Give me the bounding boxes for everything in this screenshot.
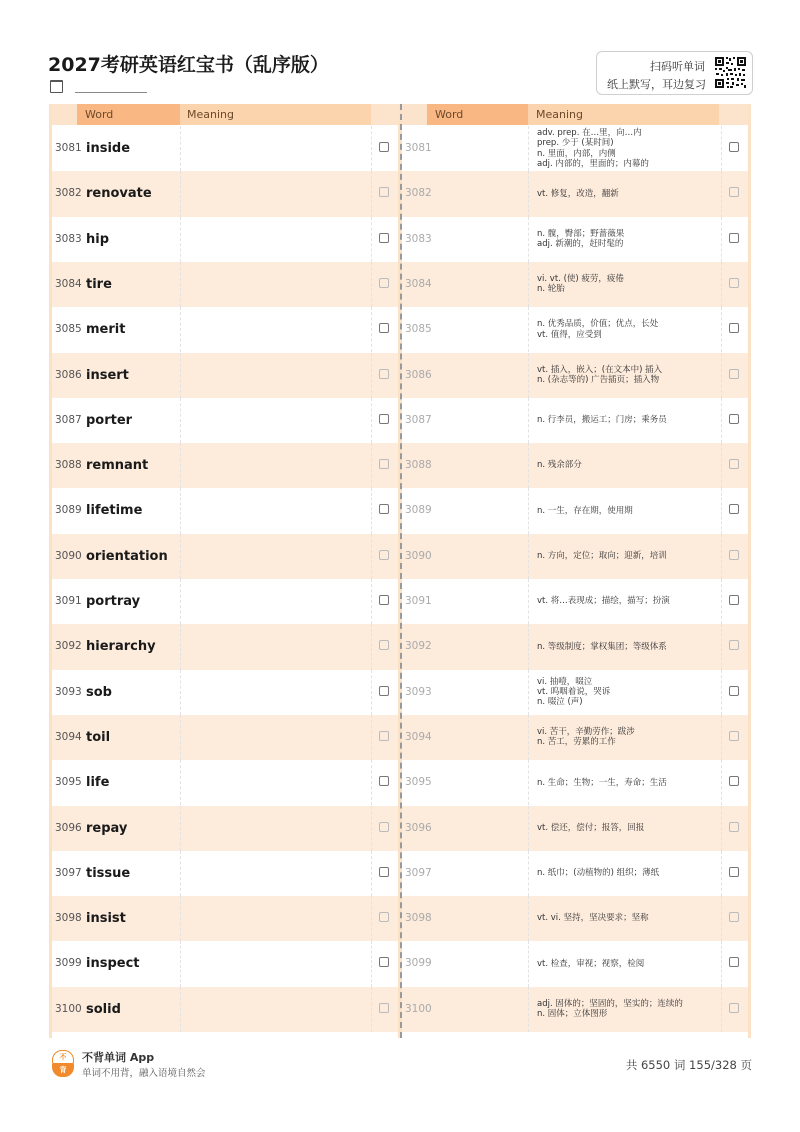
column-separator <box>528 126 529 171</box>
column-header-word: Word <box>427 104 528 125</box>
column-separator <box>528 398 529 443</box>
entry-number: 3095 <box>405 776 432 789</box>
qr-code-icon[interactable] <box>714 56 747 89</box>
entry-number: 3088 <box>405 459 432 472</box>
word-row <box>52 806 398 851</box>
meaning-line: n. 行李员，搬运工；门房；乘务员 <box>537 415 667 426</box>
column-separator <box>528 262 529 307</box>
column-separator <box>371 941 372 986</box>
word-row <box>52 624 398 669</box>
word-meaning <box>537 262 717 307</box>
word-row <box>52 353 398 398</box>
word-meaning <box>537 398 717 443</box>
column-separator <box>528 307 529 352</box>
review-checkbox[interactable] <box>379 278 389 288</box>
word-meaning <box>537 443 717 488</box>
word-row <box>52 217 398 262</box>
review-checkbox[interactable] <box>379 233 389 243</box>
meaning-row <box>402 579 748 624</box>
vocabulary-word: lifetime <box>86 503 143 519</box>
promo-line-1: 扫码听单词 <box>650 60 705 73</box>
logo-bottom-glyph: 背 <box>52 1063 74 1077</box>
vocabulary-sheet <box>49 104 751 1038</box>
column-separator <box>528 941 529 986</box>
column-separator <box>528 217 529 262</box>
column-separator <box>180 987 181 1032</box>
vocabulary-word: renovate <box>86 186 152 202</box>
word-column-panel <box>52 104 398 1038</box>
entry-number: 3094 <box>55 730 82 743</box>
entry-number: 3085 <box>55 323 82 336</box>
vocabulary-word: repay <box>86 820 128 836</box>
column-separator <box>180 353 181 398</box>
review-checkbox[interactable] <box>379 459 389 469</box>
entry-number: 3090 <box>55 549 82 562</box>
vocabulary-word: merit <box>86 322 126 338</box>
review-checkbox[interactable] <box>729 323 739 333</box>
vocabulary-word: solid <box>86 1001 121 1017</box>
entry-number: 3087 <box>55 413 82 426</box>
entry-number: 3086 <box>55 368 82 381</box>
word-row <box>52 262 398 307</box>
entry-number: 3087 <box>405 413 432 426</box>
entry-number: 3093 <box>55 685 82 698</box>
column-separator <box>721 987 722 1032</box>
column-separator <box>721 760 722 805</box>
column-separator <box>721 443 722 488</box>
review-checkbox[interactable] <box>729 776 739 786</box>
entry-number: 3085 <box>405 323 432 336</box>
meaning-row <box>402 806 748 851</box>
column-separator <box>180 126 181 171</box>
vocabulary-word: orientation <box>86 548 168 564</box>
word-meaning <box>537 851 717 896</box>
word-row <box>52 670 398 715</box>
column-header-meaning: Meaning <box>180 104 371 125</box>
word-meaning <box>537 171 717 216</box>
meaning-line: n. (杂志等的) 广告插页；插入物 <box>537 375 660 385</box>
review-checkbox[interactable] <box>379 640 389 650</box>
column-separator <box>180 941 181 986</box>
meaning-line: n. 里面，内部，内侧 <box>537 148 616 159</box>
entry-number: 3094 <box>405 730 432 743</box>
entry-number: 3081 <box>405 142 432 154</box>
review-checkbox[interactable] <box>729 278 739 288</box>
vocabulary-word: tire <box>86 276 112 292</box>
meaning-row <box>402 398 748 443</box>
column-separator <box>528 896 529 941</box>
meaning-line: adj. 新潮的，赶时髦的 <box>537 239 624 250</box>
word-meaning <box>537 534 717 579</box>
review-checkbox[interactable] <box>729 686 739 696</box>
column-separator <box>371 534 372 579</box>
meaning-line: vi. 苦干，辛勤劳作；跋涉 <box>537 727 635 738</box>
meaning-line: adj. 内部的，里面的；内幕的 <box>537 158 649 169</box>
review-checkbox[interactable] <box>379 822 389 832</box>
vocabulary-word: remnant <box>86 458 149 474</box>
column-separator <box>721 126 722 171</box>
meaning-line: vt. 插入，嵌入；(在文本中) 插入 <box>537 364 663 375</box>
entry-number: 3083 <box>55 232 82 245</box>
review-checkbox[interactable] <box>729 912 739 922</box>
entry-number: 3083 <box>405 232 432 245</box>
meaning-line: n. 固体；立体图形 <box>537 1009 608 1020</box>
column-separator <box>528 534 529 579</box>
column-separator <box>180 534 181 579</box>
column-separator <box>180 307 181 352</box>
word-meaning <box>537 624 717 669</box>
entry-number: 3099 <box>55 957 82 970</box>
word-row <box>52 443 398 488</box>
meaning-line: vt. 值得，应受到 <box>537 329 602 340</box>
meaning-row <box>402 624 748 669</box>
entry-number: 3092 <box>55 640 82 653</box>
entry-number: 3100 <box>55 1002 82 1015</box>
entry-number: 3081 <box>55 142 82 154</box>
word-table-header <box>52 104 398 125</box>
page-title: 2027考研英语红宝书（乱序版） <box>48 54 329 76</box>
review-checkbox[interactable] <box>729 459 739 469</box>
meaning-row <box>402 670 748 715</box>
column-separator <box>371 806 372 851</box>
meaning-line: adj. 固体的；坚固的，坚实的；连续的 <box>537 998 683 1009</box>
column-separator <box>721 715 722 760</box>
column-separator <box>721 806 722 851</box>
word-meaning <box>537 760 717 805</box>
meaning-row <box>402 987 748 1032</box>
column-separator <box>721 941 722 986</box>
app-logo <box>52 1050 74 1076</box>
word-row <box>52 307 398 352</box>
entry-number: 3095 <box>55 776 82 789</box>
column-separator <box>721 262 722 307</box>
column-separator <box>180 851 181 896</box>
entry-number: 3097 <box>405 866 432 879</box>
meaning-row <box>402 171 748 216</box>
review-checkbox[interactable] <box>379 323 389 333</box>
review-checkbox[interactable] <box>379 867 389 877</box>
vocabulary-word: inspect <box>86 956 140 972</box>
column-separator <box>721 670 722 715</box>
review-checkbox[interactable] <box>379 776 389 786</box>
word-meaning <box>537 987 717 1032</box>
entry-number: 3086 <box>405 368 432 381</box>
word-meaning <box>537 579 717 624</box>
word-row <box>52 941 398 986</box>
word-row <box>52 760 398 805</box>
vocabulary-word: inside <box>86 141 131 156</box>
meaning-line: n. 苦工，劳累的工作 <box>537 737 616 748</box>
meaning-line: prep. 少于 (某时间) <box>537 138 614 149</box>
entry-number: 3100 <box>405 1002 432 1015</box>
review-checkbox[interactable] <box>729 504 739 514</box>
review-checkbox[interactable] <box>379 550 389 560</box>
meaning-line: n. 一生，存在期，使用期 <box>537 505 633 516</box>
entry-number: 3084 <box>55 277 82 290</box>
review-checkbox[interactable] <box>379 1003 389 1013</box>
review-checkbox[interactable] <box>379 369 389 379</box>
column-separator <box>180 398 181 443</box>
date-field <box>50 80 147 93</box>
word-meaning <box>537 217 717 262</box>
entry-number: 3089 <box>55 504 82 517</box>
column-separator <box>180 488 181 533</box>
column-separator <box>721 488 722 533</box>
column-separator <box>528 443 529 488</box>
column-separator <box>180 262 181 307</box>
meaning-line: vt. 修复，改造，翻新 <box>537 188 619 199</box>
column-separator <box>371 171 372 216</box>
audio-promo-box <box>596 51 753 95</box>
meaning-row <box>402 126 748 171</box>
column-separator <box>721 353 722 398</box>
vocabulary-word: toil <box>86 729 111 745</box>
column-separator <box>528 987 529 1032</box>
entry-number: 3097 <box>55 866 82 879</box>
promo-line-2: 纸上默写，耳边复习 <box>607 78 706 91</box>
column-separator <box>371 715 372 760</box>
logo-top-glyph: 不 <box>52 1050 74 1064</box>
column-separator <box>528 715 529 760</box>
review-checkbox[interactable] <box>729 142 739 152</box>
meaning-line: n. 优秀品质，价值；优点，长处 <box>537 319 659 330</box>
column-separator <box>528 579 529 624</box>
column-separator <box>721 171 722 216</box>
column-separator <box>721 534 722 579</box>
app-name: 不背单词 App <box>82 1051 155 1064</box>
vocabulary-word: life <box>86 775 110 791</box>
word-meaning <box>537 715 717 760</box>
column-separator <box>528 760 529 805</box>
word-row <box>52 896 398 941</box>
column-separator <box>371 307 372 352</box>
column-separator <box>371 851 372 896</box>
meaning-row <box>402 851 748 896</box>
column-separator <box>371 353 372 398</box>
meaning-row <box>402 534 748 579</box>
entry-number: 3088 <box>55 459 82 472</box>
column-separator <box>721 624 722 669</box>
column-separator <box>180 579 181 624</box>
column-separator <box>721 398 722 443</box>
meaning-line: n. 髋，臀部；野蔷薇果 <box>537 228 625 239</box>
meaning-line: vt. 偿还，偿付；报答，回报 <box>537 822 645 833</box>
meaning-line: vt. 将…表现成；描绘，描写；扮演 <box>537 596 670 607</box>
word-meaning <box>537 353 717 398</box>
page-info: 共 6550 词 155/328 页 <box>625 1058 752 1072</box>
review-checkbox[interactable] <box>729 1003 739 1013</box>
column-separator <box>528 670 529 715</box>
column-separator <box>371 987 372 1032</box>
meaning-row <box>402 307 748 352</box>
meaning-row <box>402 941 748 986</box>
word-row <box>52 987 398 1032</box>
word-row <box>52 579 398 624</box>
review-checkbox[interactable] <box>729 822 739 832</box>
column-separator <box>721 307 722 352</box>
column-separator <box>528 624 529 669</box>
entry-number: 3096 <box>55 821 82 834</box>
word-meaning <box>537 488 717 533</box>
word-meaning <box>537 941 717 986</box>
review-checkbox[interactable] <box>729 369 739 379</box>
meaning-line: vi. 抽噎，啜泣 <box>537 676 593 687</box>
column-separator <box>371 488 372 533</box>
meaning-line: n. 轮胎 <box>537 284 565 295</box>
entry-number: 3082 <box>55 187 82 200</box>
word-row <box>52 171 398 216</box>
review-checkbox[interactable] <box>379 912 389 922</box>
vocabulary-word: sob <box>86 684 112 700</box>
meaning-row <box>402 760 748 805</box>
column-separator <box>180 806 181 851</box>
entry-number: 3099 <box>405 957 432 970</box>
meaning-column-panel <box>402 104 748 1038</box>
review-checkbox[interactable] <box>729 595 739 605</box>
meaning-line: vi. vt. (使) 疲劳，疲倦 <box>537 274 624 285</box>
review-checkbox[interactable] <box>729 233 739 243</box>
meaning-table-header <box>402 104 748 125</box>
review-checkbox[interactable] <box>379 686 389 696</box>
meaning-line: n. 纸巾；(动植物的) 组织；薄纸 <box>537 868 660 879</box>
vocabulary-word: hip <box>86 231 110 247</box>
column-separator <box>371 896 372 941</box>
word-meaning <box>537 126 717 171</box>
column-separator <box>371 126 372 171</box>
column-separator <box>180 760 181 805</box>
word-row <box>52 126 398 171</box>
column-separator <box>371 670 372 715</box>
entry-number: 3084 <box>405 277 432 290</box>
column-separator <box>180 715 181 760</box>
meaning-line: vt. vi. 坚持，坚决要求；坚称 <box>537 913 649 924</box>
entry-number: 3092 <box>405 640 432 653</box>
entry-number: 3098 <box>405 912 432 925</box>
word-meaning <box>537 307 717 352</box>
column-separator <box>371 579 372 624</box>
meaning-line: n. 等级制度；掌权集团；等级体系 <box>537 641 667 652</box>
word-meaning <box>537 670 717 715</box>
column-separator <box>721 579 722 624</box>
vocabulary-word: insist <box>86 911 126 927</box>
review-checkbox[interactable] <box>729 957 739 967</box>
vocabulary-word: hierarchy <box>86 639 156 655</box>
column-separator <box>180 896 181 941</box>
review-checkbox[interactable] <box>729 187 739 197</box>
column-header-word: Word <box>77 104 180 125</box>
word-row <box>52 488 398 533</box>
entry-number: 3096 <box>405 821 432 834</box>
calendar-icon <box>50 80 63 93</box>
word-row <box>52 534 398 579</box>
review-checkbox[interactable] <box>379 187 389 197</box>
meaning-row <box>402 896 748 941</box>
column-separator <box>371 398 372 443</box>
meaning-line: n. 残余部分 <box>537 460 582 471</box>
meaning-row <box>402 262 748 307</box>
column-separator <box>528 851 529 896</box>
column-separator <box>721 851 722 896</box>
meaning-row <box>402 353 748 398</box>
app-slogan: 单词不用背，融入语境自然会 <box>82 1068 206 1079</box>
word-row <box>52 398 398 443</box>
review-checkbox[interactable] <box>379 957 389 967</box>
word-meaning <box>537 896 717 941</box>
column-separator <box>371 624 372 669</box>
column-separator <box>528 353 529 398</box>
entry-number: 3091 <box>55 595 82 607</box>
vocabulary-word: portray <box>86 594 141 609</box>
column-separator <box>180 624 181 669</box>
review-checkbox[interactable] <box>729 550 739 560</box>
meaning-row <box>402 488 748 533</box>
column-separator <box>180 670 181 715</box>
meaning-row <box>402 217 748 262</box>
entry-number: 3093 <box>405 685 432 698</box>
entry-number: 3082 <box>405 187 432 200</box>
review-checkbox[interactable] <box>379 142 389 152</box>
column-separator <box>721 896 722 941</box>
meaning-line: vt. 呜咽着说，哭诉 <box>537 686 611 697</box>
column-header-meaning: Meaning <box>528 104 719 125</box>
meaning-line: n. 啜泣 (声) <box>537 697 583 708</box>
vocabulary-word: porter <box>86 412 133 428</box>
review-checkbox[interactable] <box>379 504 389 514</box>
column-separator <box>180 171 181 216</box>
column-separator <box>371 760 372 805</box>
date-input-line[interactable] <box>75 80 147 93</box>
column-separator <box>371 443 372 488</box>
vocabulary-word: tissue <box>86 865 131 881</box>
column-separator <box>528 488 529 533</box>
meaning-line: vt. 检查，审视；视察，检阅 <box>537 958 645 969</box>
vocabulary-word: insert <box>86 367 129 383</box>
review-checkbox[interactable] <box>379 731 389 741</box>
meaning-line: adv. prep. 在…里，向…内 <box>537 128 642 139</box>
entry-number: 3089 <box>405 504 432 517</box>
meaning-line: n. 方向，定位；取向；迎新，培训 <box>537 551 667 562</box>
meaning-row <box>402 443 748 488</box>
review-checkbox[interactable] <box>729 414 739 424</box>
column-separator <box>180 217 181 262</box>
column-separator <box>721 217 722 262</box>
review-checkbox[interactable] <box>729 867 739 877</box>
review-checkbox[interactable] <box>379 414 389 424</box>
column-separator <box>371 262 372 307</box>
column-separator <box>180 443 181 488</box>
column-separator <box>528 171 529 216</box>
word-meaning <box>537 806 717 851</box>
entry-number: 3098 <box>55 912 82 925</box>
column-separator <box>371 217 372 262</box>
review-checkbox[interactable] <box>729 731 739 741</box>
column-separator <box>528 806 529 851</box>
meaning-line: n. 生命；生物；一生，寿命；生活 <box>537 777 667 788</box>
review-checkbox[interactable] <box>729 640 739 650</box>
meaning-row <box>402 715 748 760</box>
word-row <box>52 715 398 760</box>
entry-number: 3090 <box>405 549 432 562</box>
word-row <box>52 851 398 896</box>
review-checkbox[interactable] <box>379 595 389 605</box>
entry-number: 3091 <box>405 595 432 607</box>
